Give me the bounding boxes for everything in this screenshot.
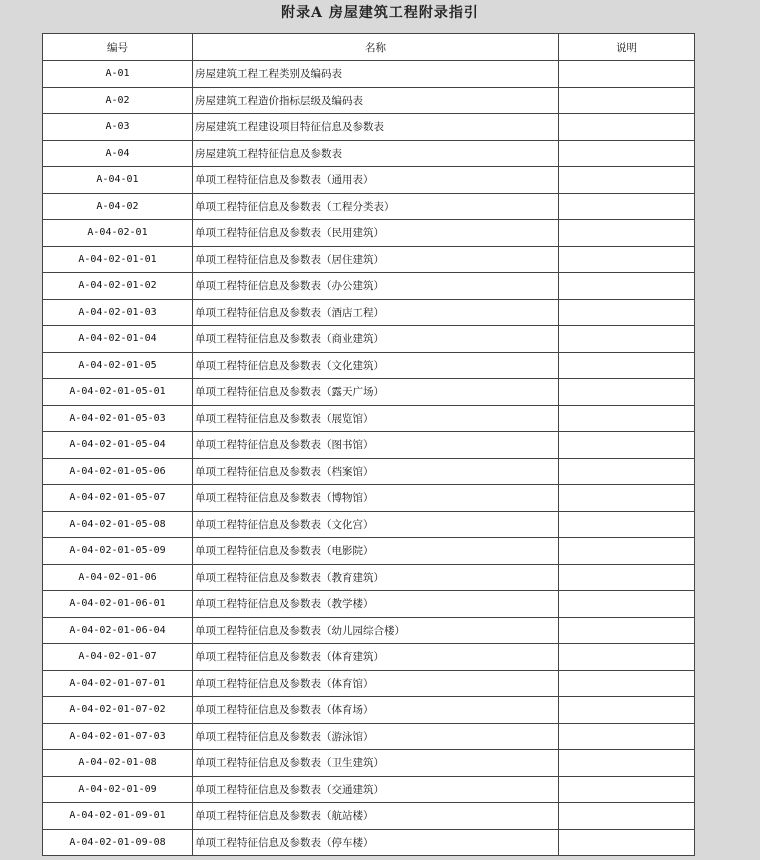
cell-code: A-04-02-01-07	[43, 644, 193, 671]
cell-note	[559, 458, 695, 485]
cell-note	[559, 485, 695, 512]
cell-note	[559, 299, 695, 326]
cell-note	[559, 723, 695, 750]
cell-code: A-04	[43, 140, 193, 167]
cell-code: A-04-02-01-06	[43, 564, 193, 591]
cell-code: A-04-02-01-07-03	[43, 723, 193, 750]
cell-note	[559, 511, 695, 538]
cell-name: 房屋建筑工程特征信息及参数表	[193, 140, 559, 167]
cell-code: A-04-02-01-03	[43, 299, 193, 326]
cell-name: 单项工程特征信息及参数表（图书馆）	[193, 432, 559, 459]
appendix-table	[42, 33, 695, 856]
cell-code: A-04-02-01-05	[43, 352, 193, 379]
cell-name: 单项工程特征信息及参数表（档案馆）	[193, 458, 559, 485]
cell-code: A-04-02-01	[43, 220, 193, 247]
cell-name: 单项工程特征信息及参数表（体育馆）	[193, 670, 559, 697]
header-code: 编号	[43, 34, 193, 61]
cell-note	[559, 670, 695, 697]
table-row	[43, 246, 695, 273]
cell-code: A-04-02-01-01	[43, 246, 193, 273]
page-title: 附录A 房屋建筑工程附录指引	[281, 5, 479, 21]
cell-name: 单项工程特征信息及参数表（停车楼）	[193, 829, 559, 856]
cell-code: A-04-02-01-05-06	[43, 458, 193, 485]
table-row	[43, 803, 695, 830]
cell-note	[559, 246, 695, 273]
cell-code: A-04-02-01-07-01	[43, 670, 193, 697]
table-header-row	[43, 34, 695, 61]
cell-code: A-04-02-01-05-09	[43, 538, 193, 565]
cell-note	[559, 405, 695, 432]
cell-note	[559, 193, 695, 220]
cell-name: 单项工程特征信息及参数表（体育建筑）	[193, 644, 559, 671]
table-row	[43, 379, 695, 406]
cell-note	[559, 829, 695, 856]
table-row	[43, 326, 695, 353]
cell-name: 单项工程特征信息及参数表（体育场）	[193, 697, 559, 724]
cell-note	[559, 140, 695, 167]
table-row	[43, 273, 695, 300]
cell-note	[559, 167, 695, 194]
cell-name: 单项工程特征信息及参数表（商业建筑）	[193, 326, 559, 353]
cell-name: 单项工程特征信息及参数表（酒店工程）	[193, 299, 559, 326]
cell-code: A-04-02-01-05-08	[43, 511, 193, 538]
table-row	[43, 193, 695, 220]
cell-note	[559, 697, 695, 724]
header-note: 说明	[559, 34, 695, 61]
cell-name: 单项工程特征信息及参数表（电影院）	[193, 538, 559, 565]
cell-code: A-04-02-01-02	[43, 273, 193, 300]
cell-code: A-04-02-01-09-01	[43, 803, 193, 830]
table-row	[43, 670, 695, 697]
cell-code: A-04-02-01-09	[43, 776, 193, 803]
cell-note	[559, 591, 695, 618]
table-row	[43, 352, 695, 379]
cell-name: 单项工程特征信息及参数表（展览馆）	[193, 405, 559, 432]
table-row	[43, 458, 695, 485]
cell-name: 单项工程特征信息及参数表（游泳馆）	[193, 723, 559, 750]
table-row	[43, 61, 695, 88]
table-row	[43, 723, 695, 750]
cell-note	[559, 803, 695, 830]
cell-note	[559, 750, 695, 777]
cell-code: A-04-02-01-05-03	[43, 405, 193, 432]
cell-name: 单项工程特征信息及参数表（办公建筑）	[193, 273, 559, 300]
cell-note	[559, 87, 695, 114]
table-row	[43, 829, 695, 856]
cell-code: A-04-02-01-06-01	[43, 591, 193, 618]
table-row	[43, 697, 695, 724]
table-row	[43, 220, 695, 247]
table-row	[43, 87, 695, 114]
table-body	[43, 61, 695, 856]
cell-name: 房屋建筑工程建设项目特征信息及参数表	[193, 114, 559, 141]
table-row	[43, 405, 695, 432]
cell-note	[559, 352, 695, 379]
cell-note	[559, 273, 695, 300]
header-name: 名称	[193, 34, 559, 61]
cell-note	[559, 432, 695, 459]
cell-name: 单项工程特征信息及参数表（通用表）	[193, 167, 559, 194]
table-row	[43, 776, 695, 803]
cell-name: 单项工程特征信息及参数表（教育建筑）	[193, 564, 559, 591]
table-row	[43, 432, 695, 459]
cell-code: A-04-02-01-06-04	[43, 617, 193, 644]
table-row	[43, 140, 695, 167]
table-row	[43, 750, 695, 777]
cell-note	[559, 326, 695, 353]
cell-code: A-01	[43, 61, 193, 88]
cell-name: 单项工程特征信息及参数表（文化宫）	[193, 511, 559, 538]
cell-note	[559, 220, 695, 247]
cell-code: A-04-02-01-08	[43, 750, 193, 777]
cell-note	[559, 379, 695, 406]
table-row	[43, 167, 695, 194]
cell-code: A-04-02-01-04	[43, 326, 193, 353]
cell-code: A-04-02-01-05-07	[43, 485, 193, 512]
cell-note	[559, 564, 695, 591]
cell-name: 单项工程特征信息及参数表（工程分类表）	[193, 193, 559, 220]
cell-name: 单项工程特征信息及参数表（文化建筑）	[193, 352, 559, 379]
cell-name: 单项工程特征信息及参数表（交通建筑）	[193, 776, 559, 803]
cell-code: A-02	[43, 87, 193, 114]
cell-note	[559, 644, 695, 671]
cell-name: 单项工程特征信息及参数表（博物馆）	[193, 485, 559, 512]
cell-code: A-04-01	[43, 167, 193, 194]
table-row	[43, 564, 695, 591]
cell-name: 单项工程特征信息及参数表（卫生建筑）	[193, 750, 559, 777]
table-row	[43, 299, 695, 326]
table-row	[43, 485, 695, 512]
cell-name: 单项工程特征信息及参数表（幼儿园综合楼）	[193, 617, 559, 644]
cell-code: A-04-02-01-07-02	[43, 697, 193, 724]
cell-note	[559, 538, 695, 565]
cell-name: 单项工程特征信息及参数表（居住建筑）	[193, 246, 559, 273]
cell-note	[559, 114, 695, 141]
cell-name: 房屋建筑工程工程类别及编码表	[193, 61, 559, 88]
cell-note	[559, 776, 695, 803]
table-row	[43, 591, 695, 618]
table-row	[43, 114, 695, 141]
cell-code: A-03	[43, 114, 193, 141]
cell-name: 单项工程特征信息及参数表（教学楼）	[193, 591, 559, 618]
cell-note	[559, 617, 695, 644]
cell-name: 房屋建筑工程造价指标层级及编码表	[193, 87, 559, 114]
cell-code: A-04-02-01-05-01	[43, 379, 193, 406]
cell-code: A-04-02	[43, 193, 193, 220]
table-row	[43, 511, 695, 538]
table-row	[43, 617, 695, 644]
table-row	[43, 538, 695, 565]
cell-code: A-04-02-01-05-04	[43, 432, 193, 459]
cell-name: 单项工程特征信息及参数表（航站楼）	[193, 803, 559, 830]
cell-name: 单项工程特征信息及参数表（露天广场）	[193, 379, 559, 406]
cell-note	[559, 61, 695, 88]
cell-code: A-04-02-01-09-08	[43, 829, 193, 856]
table-row	[43, 644, 695, 671]
cell-name: 单项工程特征信息及参数表（民用建筑）	[193, 220, 559, 247]
